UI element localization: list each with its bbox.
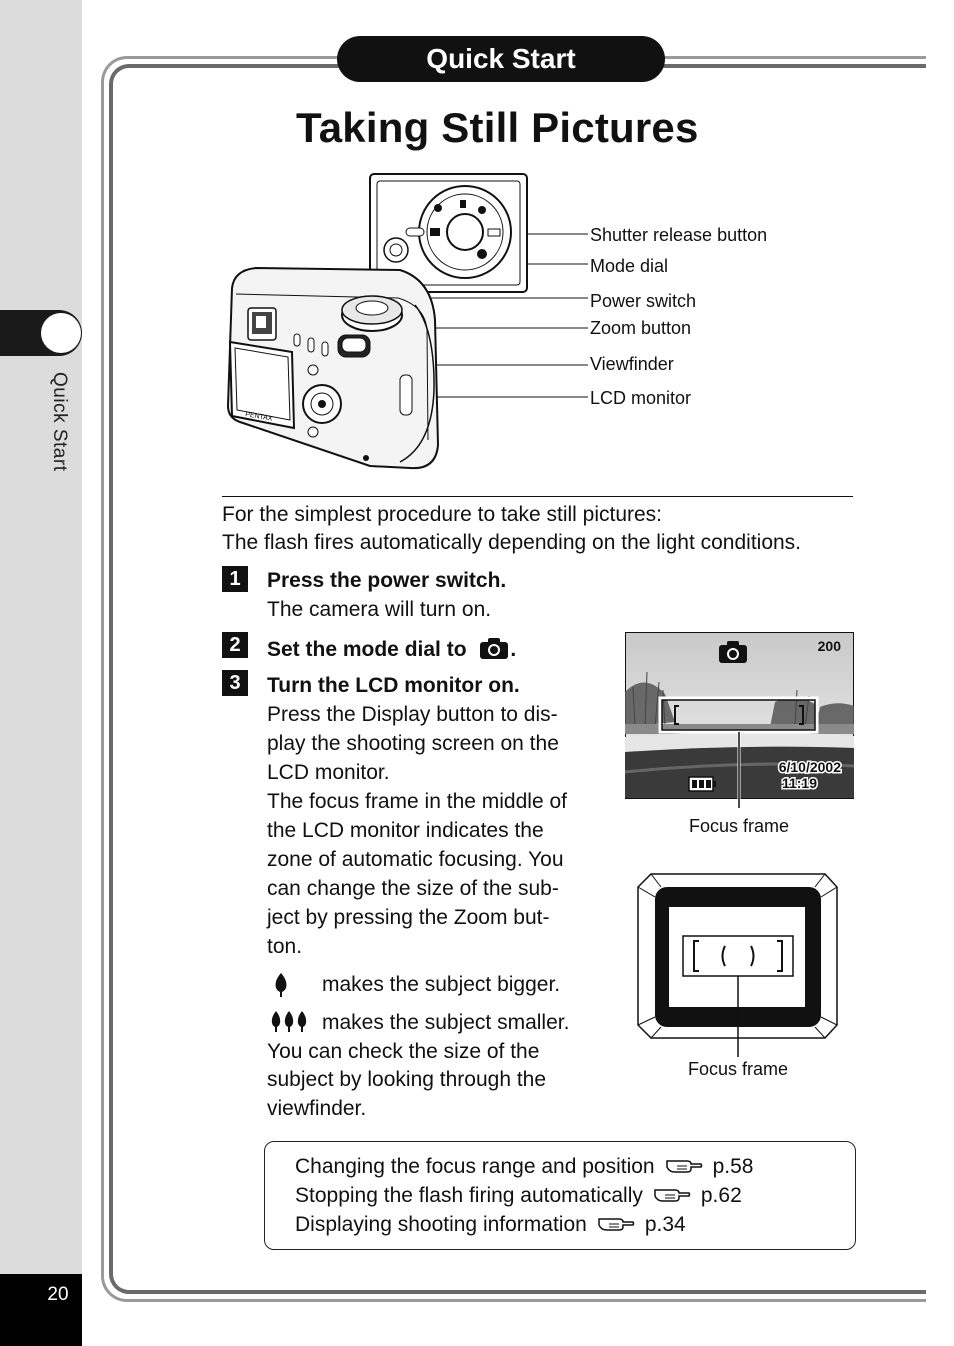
cross-reference-page: p.62 bbox=[700, 1184, 742, 1207]
zoom-after-line: viewfinder. bbox=[267, 1097, 367, 1120]
cross-reference-page: p.34 bbox=[644, 1213, 686, 1236]
callout-lcd-monitor: LCD monitor bbox=[590, 388, 692, 408]
step-3-body-line: play the shooting screen on the bbox=[267, 732, 559, 755]
camera-icon bbox=[478, 636, 510, 660]
camera-brand-label: PENTAX bbox=[244, 411, 273, 423]
battery-icon bbox=[689, 777, 716, 791]
cross-reference-text: Stopping the flash firing automatically bbox=[295, 1184, 643, 1207]
callout-viewfinder: Viewfinder bbox=[590, 354, 674, 374]
step-1-title: Press the power switch. bbox=[267, 569, 507, 592]
pointing-hand-icon bbox=[597, 1213, 635, 1233]
cross-reference-text: Displaying shooting information bbox=[295, 1213, 587, 1236]
pointing-hand-icon bbox=[665, 1155, 703, 1175]
step-1-number: 1 bbox=[222, 566, 248, 592]
step-3-title: Turn the LCD monitor on. bbox=[267, 674, 520, 697]
callout-power-switch: Power switch bbox=[590, 291, 697, 311]
lcd-time: 11:19 bbox=[781, 775, 817, 791]
cross-reference-item[interactable] bbox=[295, 1213, 686, 1237]
callout-mode-dial: Mode dial bbox=[590, 256, 669, 276]
step-3-number: 3 bbox=[222, 670, 248, 696]
viewfinder-focus-frame-caption: Focus frame bbox=[688, 1059, 789, 1079]
step-3-body-line: The focus frame in the middle of bbox=[267, 790, 567, 813]
page-number: 20 bbox=[47, 1284, 69, 1305]
zoom-tele-icon bbox=[270, 972, 292, 998]
step-2-title-suffix: . bbox=[510, 638, 517, 661]
callout-zoom-button: Zoom button bbox=[590, 318, 692, 338]
sidebar-section-label: Quick Start bbox=[49, 372, 70, 472]
camera-diagram bbox=[220, 170, 590, 480]
cross-reference-text: Changing the focus range and position bbox=[295, 1155, 655, 1178]
cross-reference-item[interactable] bbox=[295, 1184, 742, 1208]
zoom-wide-icon bbox=[270, 1010, 308, 1034]
step-3-body-line: the LCD monitor indicates the bbox=[267, 819, 544, 842]
cross-reference-page: p.58 bbox=[712, 1155, 754, 1178]
zoom-tele-text: makes the subject bigger. bbox=[322, 973, 561, 996]
sidebar-strip bbox=[0, 0, 82, 1346]
lcd-shooting-screen bbox=[625, 632, 854, 812]
intro-line-1: For the simplest procedure to take still pictures: bbox=[222, 503, 663, 526]
zoom-after-line: subject by looking through the bbox=[267, 1068, 547, 1091]
viewfinder-view bbox=[637, 873, 839, 1059]
step-3-body-line: can change the size of the sub- bbox=[267, 877, 559, 900]
section-pill: Quick Start bbox=[337, 36, 665, 82]
page-title: Taking Still Pictures bbox=[296, 104, 699, 151]
step-3-body-line: zone of automatic focusing. You bbox=[267, 848, 564, 871]
lcd-shots-remaining: 200 bbox=[817, 638, 841, 654]
step-3-body-line: LCD monitor. bbox=[267, 761, 390, 784]
cross-reference-item[interactable] bbox=[295, 1155, 753, 1179]
pointing-hand-icon bbox=[653, 1184, 691, 1204]
step-3-body-line: ject by pressing the Zoom but- bbox=[267, 906, 550, 929]
step-2-title bbox=[267, 636, 516, 662]
step-2-number: 2 bbox=[222, 632, 248, 658]
step-3-body-line: ton. bbox=[267, 935, 303, 958]
callout-shutter-release-button: Shutter release button bbox=[590, 225, 768, 245]
lcd-date: 6/10/2002 bbox=[778, 759, 841, 775]
section-tab-marker bbox=[41, 313, 81, 353]
intro-line-2: The flash fires automatically depending on the light conditions. bbox=[222, 531, 802, 554]
step-1-body: The camera will turn on. bbox=[267, 598, 492, 621]
step-2-title-text: Set the mode dial to bbox=[267, 638, 467, 661]
step-3-body-line: Press the Display button to dis- bbox=[267, 703, 558, 726]
section-divider bbox=[222, 496, 853, 497]
zoom-wide-text: makes the subject smaller. bbox=[322, 1011, 570, 1034]
lcd-focus-frame-caption: Focus frame bbox=[689, 816, 790, 836]
zoom-after-line: You can check the size of the bbox=[267, 1040, 540, 1063]
